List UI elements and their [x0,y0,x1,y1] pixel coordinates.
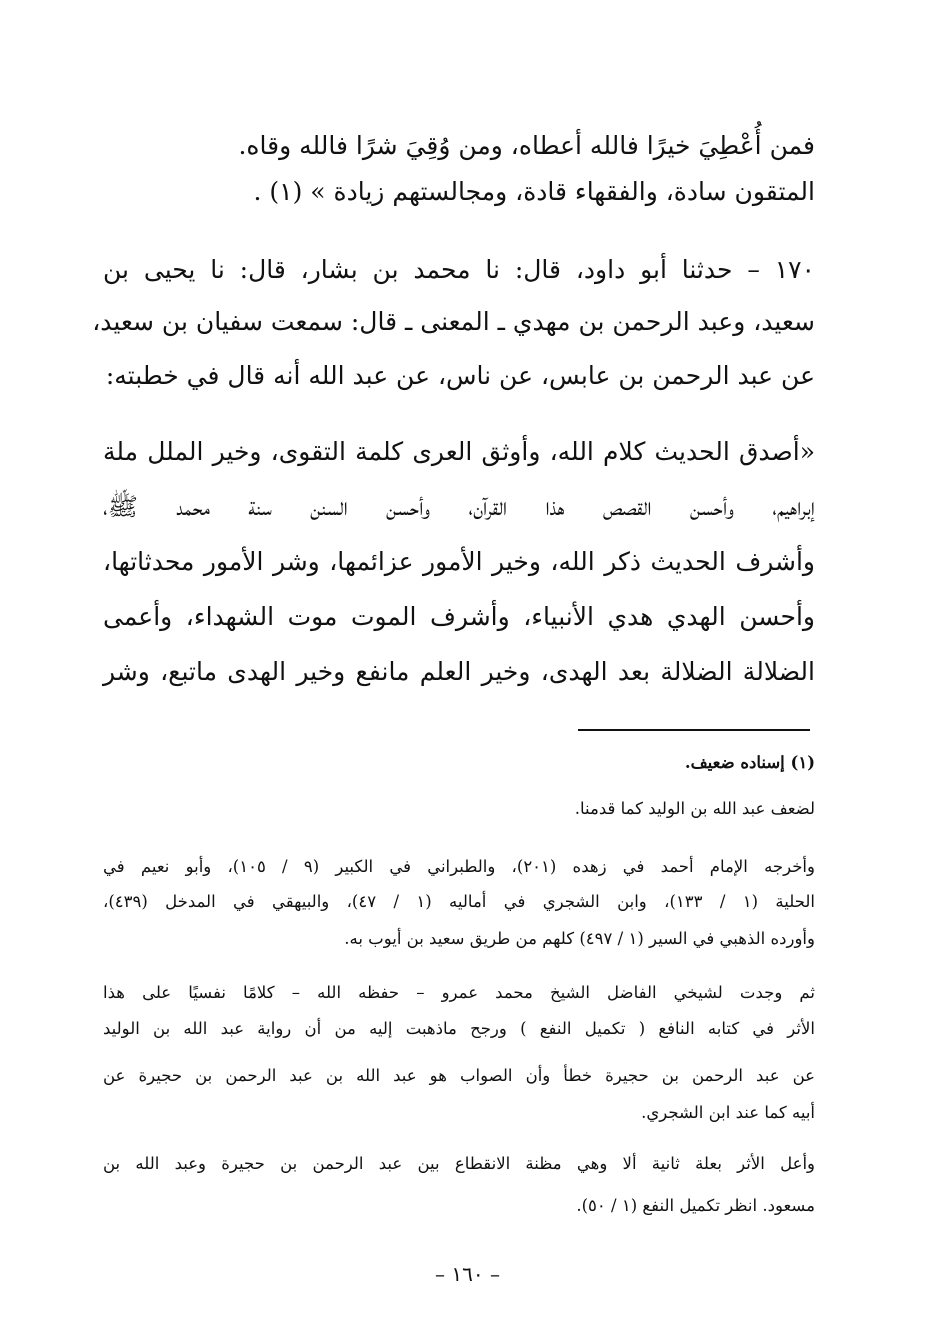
footnote-line: أبيه كما عند ابن الشجري. [641,1103,815,1122]
footnote-line: وأخرجه الإمام أحمد في زهده (٢٠١)، والطبراني في الكبير (٩ / ١٠٥)، وأبو نعيم في [103,857,815,876]
main-line-2: المتقون سادة، والفقهاء قادة، ومجالستهم زيادة » (١) . [253,177,815,206]
hadith-text-line-3: وأشرف الحديث ذكر الله، وخير الأمور عزائمها، وشر الأمور محدثاتها، [103,547,815,576]
hadith-text-line-5: الضلالة الضلالة بعد الهدى، وخير العلم مانفع وخير الهدى ماتبع، وشر [103,657,815,686]
footnote-line: ثم وجدت لشيخي الفاضل الشيخ محمد عمرو – حفظه الله – كلامًا نفسيًا على هذا [103,983,815,1002]
hadith-text-line-4: وأحسن الهدي هدي الأنبياء، وأشرف الموت موت الشهداء، وأعمى [103,602,815,631]
footnote-line: الأثر في كتابه النافع ( تكميل النفع ) ورجح ماذهبت إليه من أن رواية عبد الله بن الوليد [103,1019,815,1038]
hadith-text-line-2: إبراهيم، وأحسن القصص هذا القرآن، وأحسن السنن سنة محمد ﷺ، [103,492,815,521]
footnote-line: مسعود. انظر تكميل النفع (١ / ٥٠). [576,1196,815,1215]
main-line-1: فمن أُعْطِيَ خيرًا فالله أعطاه، ومن وُقِيَ شرًا فالله وقاه. [238,131,815,160]
footnote-line: وأعل الأثر بعلة ثانية ألا وهي مظنة الانقطاع بين عبد الرحمن بن حجيرة وعبد الله بن [103,1154,815,1173]
hadith-text-line-1: «أصدق الحديث كلام الله، وأوثق العرى كلمة التقوى، وخير الملل ملة [103,437,815,466]
hadith-170-line-2: سعيد، وعبد الرحمن بن مهدي ـ المعنى ـ قال: سمعت سفيان بن سعيد، [92,307,815,336]
footnote-line: الحلية (١ / ١٣٣)، وابن الشجري في أماليه (١ / ٤٧)، والبيهقي في المدخل (٤٣٩)، [103,892,815,911]
footnote-separator [578,729,810,731]
hadith-170-line-1: ١٧٠ – حدثنا أبو داود، قال: نا محمد بن بشار، قال: نا يحيى بن [103,255,815,284]
footnote-line: لضعف عبد الله بن الوليد كما قدمنا. [574,799,815,818]
page-number: – ١٦٠ – [435,1262,500,1286]
footnote-line: عن عبد الرحمن بن حجيرة خطأ وأن الصواب هو عبد الله بن عبد الرحمن بن حجيرة عن [103,1066,815,1085]
footnote-1-marker: (١) إسناده ضعيف. [684,753,815,772]
hadith-170-line-3: عن عبد الرحمن بن عابس، عن ناس، عن عبد الله أنه قال في خطبته: [105,361,815,390]
footnote-line: وأورده الذهبي في السير (١ / ٤٩٧) كلهم من طريق سعيد بن أيوب به. [344,929,815,948]
